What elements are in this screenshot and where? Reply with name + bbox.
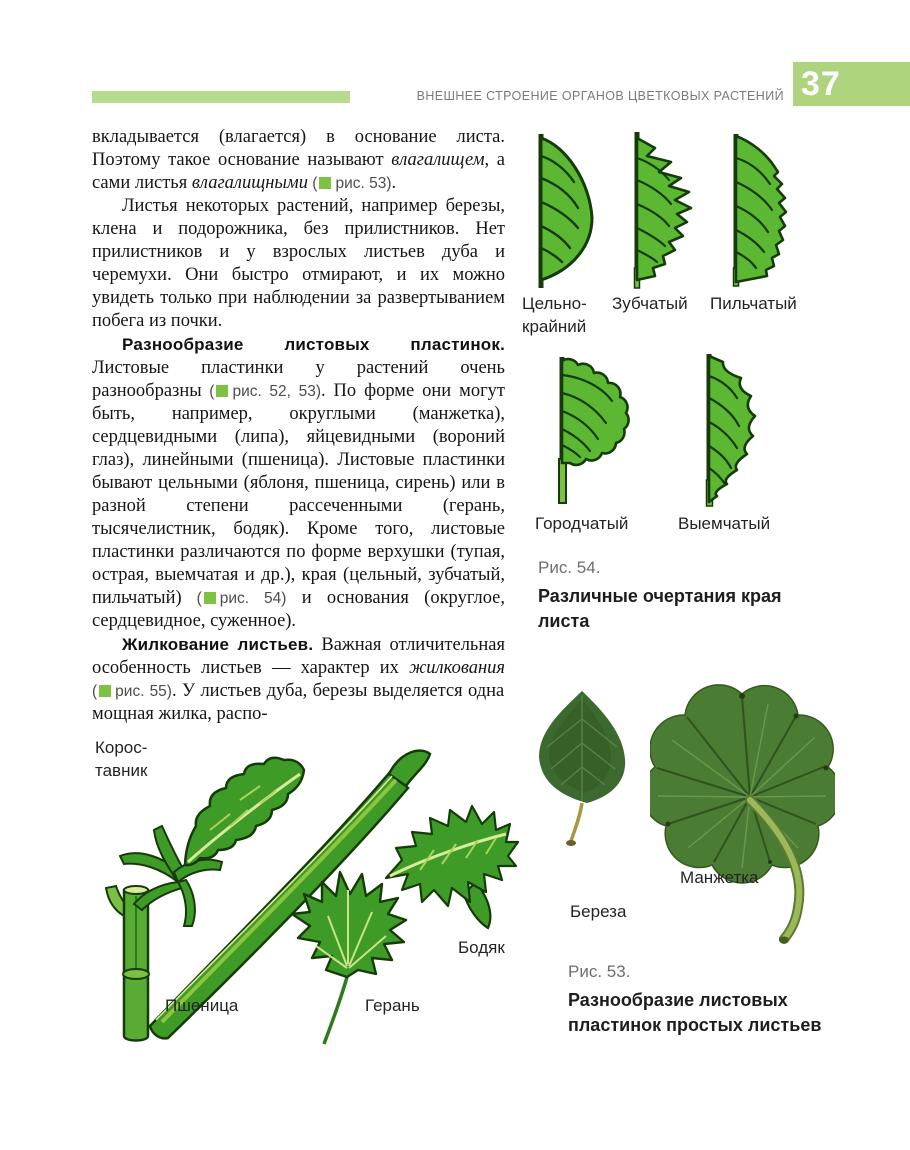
label-birch: Береза bbox=[570, 902, 627, 921]
figure-ref-label: рис. 54) bbox=[219, 590, 287, 607]
figure-ref bbox=[92, 683, 172, 700]
italic-term: влагалищными bbox=[191, 173, 308, 193]
text-run: , а сами листья bbox=[92, 150, 505, 193]
label-thistle: Бодяк bbox=[458, 938, 505, 957]
alchemilla-leaf-photo-illustration bbox=[650, 682, 835, 947]
paragraph-3 bbox=[92, 333, 505, 633]
label-alchemilla: Манжетка bbox=[680, 868, 759, 887]
text-run: Важная отличительная особенность листьев — характер их bbox=[92, 635, 505, 678]
label-entire-edge: Цельно- крайний bbox=[522, 294, 587, 336]
italic-term: жилкования bbox=[409, 658, 505, 678]
leaf-emarginate-edge-illustration bbox=[695, 352, 769, 508]
figure-ref-square-icon bbox=[319, 177, 331, 189]
paragraph-4 bbox=[92, 633, 505, 726]
figure-ref-square-icon bbox=[99, 685, 111, 697]
article-text-column bbox=[92, 126, 505, 726]
figure-ref-open: ( bbox=[181, 590, 202, 607]
heading-leaf-venation: Жилкование листьев. bbox=[122, 635, 314, 654]
text-run: и основания (округлое, сердцевидное, суженное). bbox=[92, 588, 506, 631]
figure-ref-label: рис. 55) bbox=[115, 683, 172, 700]
figure-ref-open: ( bbox=[92, 683, 98, 700]
label-geranium: Герань bbox=[365, 996, 420, 1015]
figure-ref-open: ( bbox=[201, 383, 215, 400]
figure-ref-open: ( bbox=[307, 175, 318, 192]
label-crenate-edge: Городчатый bbox=[535, 514, 629, 533]
label-korostavnik: Корос- тавник bbox=[95, 738, 148, 780]
birch-leaf-photo-illustration bbox=[525, 685, 643, 863]
heading-leaf-blade-diversity: Разнообразие листовых пластинок. bbox=[122, 335, 505, 354]
page-number-badge bbox=[793, 62, 910, 106]
fig54-caption-text: Различные очертания края листа bbox=[538, 586, 782, 631]
fig52-drawings-panel bbox=[90, 730, 522, 1050]
label-emarginate-edge: Выемчатый bbox=[678, 514, 771, 533]
label-dentate-edge: Зубчатый bbox=[612, 294, 688, 313]
page-number: 37 bbox=[801, 65, 841, 103]
text-run: вкладывается (влагается) в основание листа. Поэтому такое основание называют bbox=[92, 127, 505, 170]
figure-ref-label: рис. 52, 53) bbox=[232, 383, 321, 400]
paragraph-1 bbox=[92, 126, 505, 195]
figure-ref-label: рис. 53) bbox=[335, 175, 392, 192]
header-title: ВНЕШНЕЕ СТРОЕНИЕ ОРГАНОВ ЦВЕТКОВЫХ РАСТЕНИЙ bbox=[416, 89, 784, 103]
figure-ref-square-icon bbox=[216, 385, 228, 397]
figure-ref bbox=[182, 590, 287, 607]
header-accent-bar bbox=[92, 91, 350, 103]
italic-term: влагалищем bbox=[391, 150, 485, 170]
leaf-serrate-edge-illustration bbox=[722, 130, 798, 290]
paragraph-2 bbox=[92, 195, 505, 333]
text-run: . bbox=[391, 173, 397, 193]
figure-ref bbox=[202, 383, 321, 400]
label-wheat: Пшеница bbox=[165, 996, 239, 1015]
leaf-entire-edge-illustration bbox=[528, 130, 604, 292]
geranium-leaf-illustration bbox=[292, 872, 406, 1044]
fig53-caption-text: Разнообразие листовых пластинок простых листьев bbox=[568, 990, 822, 1035]
text-run: Листья некоторых растений, например березы, клена и подорожника, без прилистников. Нет прилистников и у взрослых листьев дуба и черемухи. Они быстро отмирают, и их можно увидеть только при наблюдении за развертыванием побега из почки. bbox=[92, 196, 505, 331]
fig53-caption-number: Рис. 53. bbox=[568, 962, 631, 981]
leaf-crenate-edge-illustration bbox=[548, 355, 644, 505]
thistle-leaf-illustration bbox=[386, 806, 518, 928]
figure-ref bbox=[308, 175, 392, 192]
leaf-dentate-edge-illustration bbox=[625, 128, 697, 292]
text-run: . У листьев дуба, березы выделяется одна мощная жилка, распо- bbox=[92, 681, 505, 724]
text-run: . По форме они могут быть, например, округлыми (манжетка), сердцевидными (липа), яйцевидными (вороний глаз), линейными (пшеница). Листовые пластинки бывают цельными (яблоня, пшеница, сирень) или в разной степени рассеченными (герань, тысячелистник, бодяк). Кроме того, листовые пластинки различаются по форме верхушки (тупая, острая, выемчатая и др.), края (цельный, зубчатый, пильчатый) bbox=[92, 381, 505, 608]
label-serrate-edge: Пильчатый bbox=[710, 294, 797, 313]
text-run: Листовые пластинки у растений очень разнообразны bbox=[92, 358, 505, 401]
figure-ref-square-icon bbox=[204, 592, 216, 604]
fig54-caption-number: Рис. 54. bbox=[538, 558, 601, 577]
